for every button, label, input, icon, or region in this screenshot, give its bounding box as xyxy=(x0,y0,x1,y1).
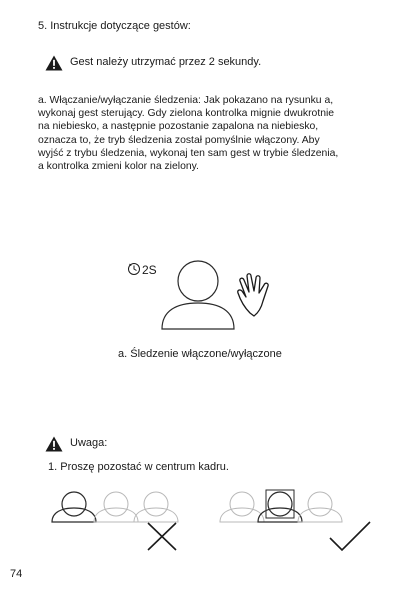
person-head xyxy=(178,261,218,301)
paragraph-line: oznacza to, że tryb śledzenia został pomyślnie włączony. Aby xyxy=(38,134,320,146)
correct-position-figure xyxy=(222,488,372,553)
note-label: Uwaga: xyxy=(70,437,108,449)
paragraph-line: wykonaj gest sterujący. Gdy zielona kontrolka mignie dwukrotnie xyxy=(38,108,335,120)
paragraph-line: wyjść z trybu śledzenia, wykonaj ten sam gest w trybie śledzenia, xyxy=(38,147,339,159)
page-number: 74 xyxy=(10,568,23,580)
cross-icon xyxy=(148,523,176,550)
paragraph-line: na niebiesko, a następnie pozostanie zapalona na niebiesko, xyxy=(38,121,319,133)
timer-label: 2S xyxy=(142,263,157,277)
tracking-instructions-paragraph xyxy=(38,94,378,173)
figure-caption: a. Śledzenie włączone/wyłączone xyxy=(118,348,282,360)
clock-icon xyxy=(129,264,140,275)
paragraph-line: a. Włączanie/wyłączanie śledzenia: Jak pokazano na rysunku a, xyxy=(38,95,334,106)
section-heading: 5. Instrukcje dotyczące gestów: xyxy=(38,20,191,32)
warning-icon xyxy=(45,55,63,71)
note-item-1: 1. Proszę pozostać w centrum kadru. xyxy=(48,461,229,473)
warning-icon xyxy=(45,436,63,452)
paragraph-line: a kontrolka zmieni kolor na zielony. xyxy=(38,161,199,173)
wrong-position-figure xyxy=(44,488,184,553)
person-body xyxy=(162,303,234,329)
check-icon xyxy=(330,522,370,550)
warning-hold-text: Gest należy utrzymać przez 2 sekundy. xyxy=(70,56,262,68)
open-hand-icon xyxy=(238,274,268,316)
